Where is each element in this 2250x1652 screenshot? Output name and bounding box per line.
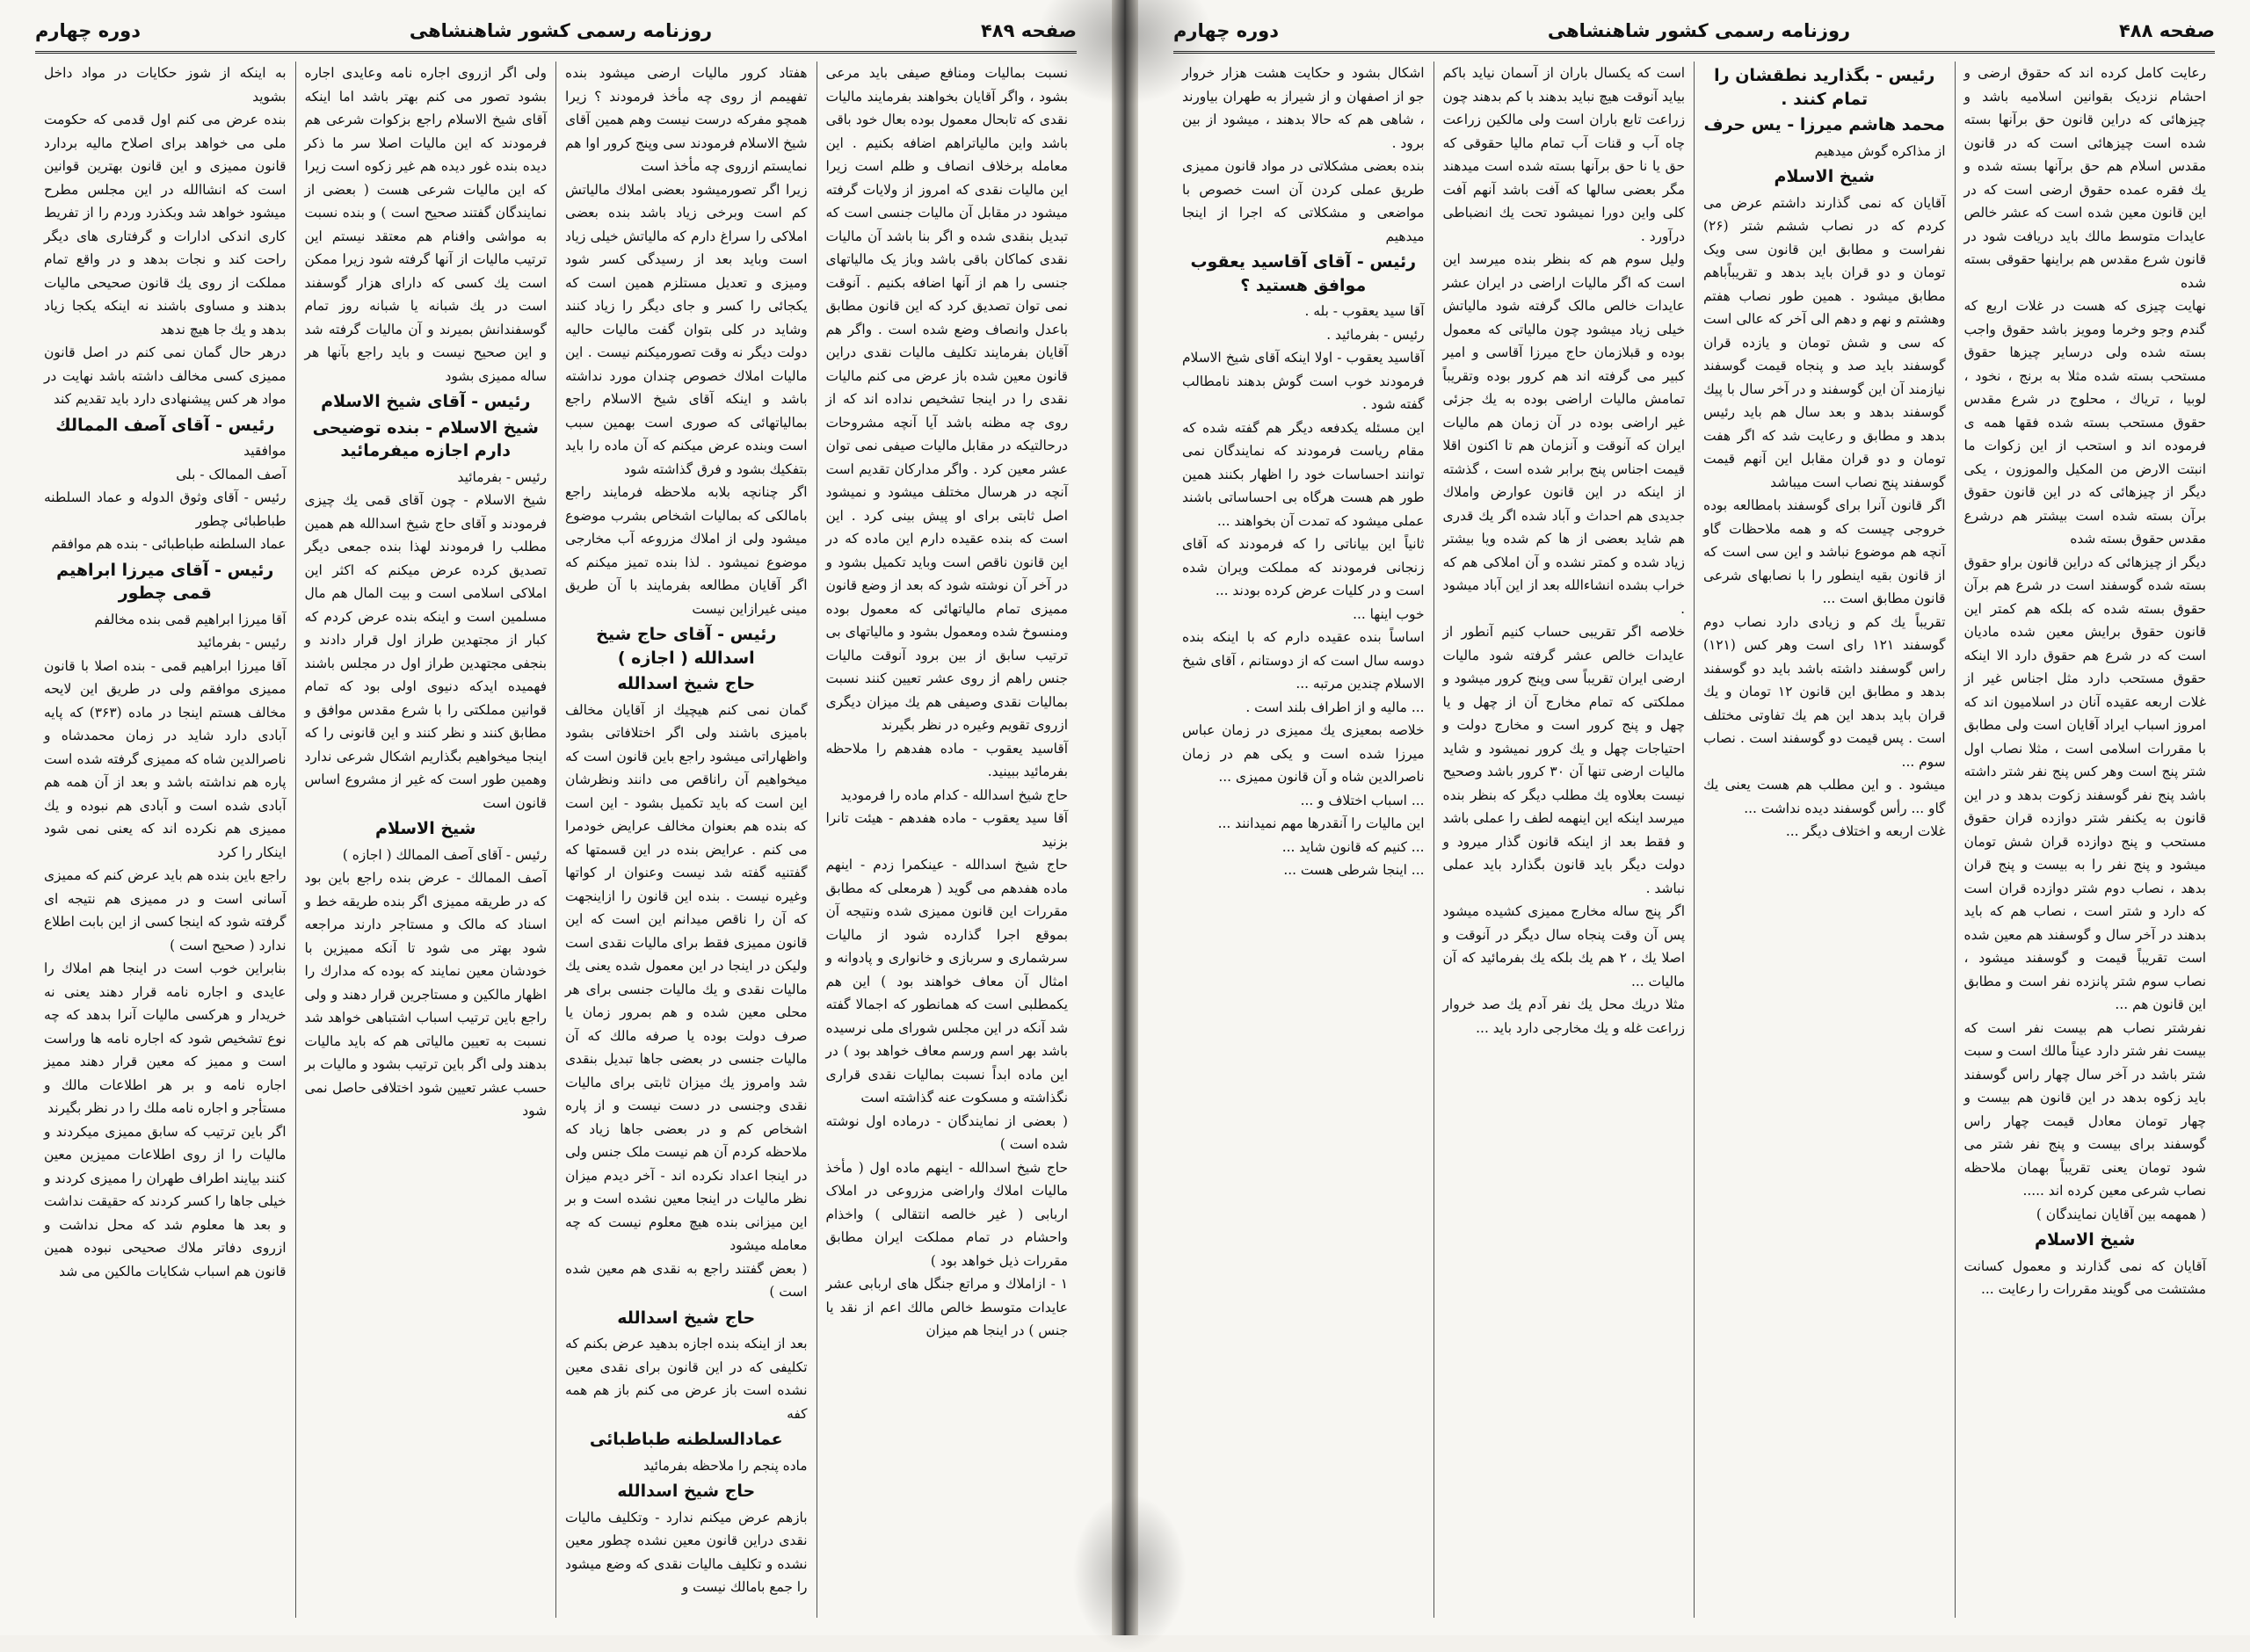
speaker-heading: رئیس - آقای حاج شیخ اسدالله ( اجازه ) bbox=[596, 625, 777, 668]
text-column bbox=[555, 62, 817, 1618]
paragraph: آقاسید یعقوب - ماده هفدهم را ملاحظه بفرمائید ببینید. bbox=[825, 740, 1068, 779]
header-rule bbox=[35, 51, 1077, 54]
paragraph: ماده پنجم را ملاحظه بفرمائید bbox=[642, 1457, 808, 1474]
speaker-heading: حاج شیخ اسدالله bbox=[617, 674, 756, 693]
paragraph: ... اینجا شرطی هست ... bbox=[1283, 862, 1425, 878]
text-column bbox=[1694, 62, 1955, 1618]
paragraph: خلاصه بمعیزی یك ممیزی در زمان عباس میرزا شده است و یکی هم در زمان ناصرالدین شاه و آن قانون ممیزی ... bbox=[1182, 722, 1425, 785]
speaker-heading: محمد هاشم میرزا - یس حرف bbox=[1703, 115, 1945, 134]
text-column bbox=[295, 62, 556, 1618]
paragraph: ( بعضی از نمایندگان - درماده اول نوشته شده است ) bbox=[825, 1112, 1068, 1152]
paragraph: اشکال بشود و حکایت هشت هزار خروار جو از اصفهان و از شیراز به طهران بیاورند ، شاهی هم که حالا بدهند ، میشود از بین برود . bbox=[1182, 65, 1425, 151]
speaker-heading: رئیس - آقای آصف الممالك bbox=[55, 415, 275, 435]
paragraph: آقا میرزا ابراهیم قمی بنده مخالفم bbox=[94, 611, 287, 627]
paragraph: به اینکه از شوز حکایات در مواد داخل بشوید bbox=[44, 65, 287, 105]
paragraph: رئیس - بفرمائید . bbox=[1326, 326, 1425, 343]
header-rule bbox=[1173, 51, 2215, 54]
paragraph: این مسئله یکدفعه دیگر هم گفته شده که مقام ریاست فرمودند که نمایندگان نمی توانند احساسات خود را اظهار بکنند همین طور هم هست هرگاه بی احساساتی باشند عملی میشود که تمدت آن بخواهند ... bbox=[1182, 419, 1425, 529]
paragraph: آصف الممالک - بلی bbox=[176, 466, 287, 482]
paragraph: خوب اینها ... bbox=[1353, 605, 1425, 622]
paragraph: آقا میرزا ابراهیم قمی - بنده اصلا با قانون ممیزی موافقم ولی در طریق این لایحه مخالف هستم اینجا در ماده (۳۶۳) که پایه آبادی دارد شاید در زمان محمدشاه و ناصرالدین شاه که ممیزی گرفته شده است پاره هم نداشته باشد و بعد از آن همه هم آبادی شده است و آبادی هم نبوده و یك ممیزی هم نکرده اند که یعنی نمی شود اینکار را کرد bbox=[44, 657, 287, 860]
volume-label: دوره چهارم bbox=[1173, 20, 1280, 41]
paragraph: رئیس - آقای وثوق الدوله و عماد السلطنه طباطبائی چطور bbox=[44, 489, 287, 529]
paragraph: موافقید bbox=[243, 443, 287, 459]
paragraph: رئیس - بفرمائید bbox=[457, 468, 547, 485]
text-columns bbox=[35, 62, 1077, 1618]
paragraph: رئیس - آقای آصف الممالك ( اجازه ) bbox=[342, 846, 547, 863]
paragraph: ( همهمه بین آقایان نمایندگان ) bbox=[2036, 1206, 2206, 1222]
volume-label: دوره چهارم bbox=[35, 20, 142, 41]
paragraph: مثلا دریك محل یك نفر آدم یك صد خروار زراعت غله و یك مخارجی دارد باید ... bbox=[1442, 996, 1685, 1036]
text-column bbox=[1955, 62, 2216, 1618]
paragraph: خلاصه اگر تقریبی حساب کنیم آنطور از عایدات خالص عشر گرفته شود مالیات ارضی ایران تقریباً سی وپنج کرور میشود و مملکتی که تمام مخارج آن از چهل و یا چهل و پنج کرور است و مخارج دولت و احتیاجات چهل و یك کرور نمیشود و شاید مالیات ارضی تنها آن ۳۰ کرور باشد وصحیح نیست بعلاوه یك مطلب دیگر که بنظر بنده میرسد اینکه این اینهمه لطف را عملی باشد و فقط بعد از اینکه قانون گذار میرود و دولت دیگر باید قانون بگذارد باید عملی نباشد . bbox=[1442, 624, 1685, 896]
paragraph: بنده بعضی مشکلاتی در مواد قانون ممیزی طریق عملی کردن آن است خصوص با مواضعی و مشکلاتی که اجرا از اینجا میدهیم bbox=[1182, 158, 1425, 244]
paragraph: بازهم عرض میکنم ندارد - وتکلیف مالیات نقدی دراین قانون معین نشده چطور معین نشده و تکلیف مالیات نقدی که وضع میشود را جمع بامالك نیست و bbox=[565, 1509, 808, 1595]
text-column bbox=[35, 62, 295, 1618]
paragraph: حاج شیخ اسدالله - عینکمرا زدم - اینهم ماده هفدهم می گوید ( هرمعلی که مطابق مقررات این قانون ممیزی شده ونتیجه آن بموقع اجرا گذارده شود از مالیات سرشماری و سربازی و خانواری و پادوانه و امثال آن معاف خواهند بود ) این هم یکمطلبی است که همانطور که اجمالا گفته شد آنکه در این مجلس شورای ملی نرسیده باشد بهر اسم ورسم معاف خواهد بود ) در این ماده ابداً نسبت بمالیات نقدی قراری نگذاشته و مسکوت عنه گذاشته است bbox=[825, 857, 1068, 1105]
paragraph: آقایان که نمی گذارند داشتم عرض می کردم که در نصاب ششم شتر (۲۶) نفراست و مطابق این قانون سی ویک تومان و دو قران باید بدهد و تقریباًباهم مطابق میشود . همین طور نصاب هفتم وهشتم و نهم و دهم الی آخر که عالی است که سی و شش تومان و یازده قران گوسفند باید صد و پنجاه قیمت گوسفند نیازمند آن این گوسفند و در آخر سال با پیك گوسفند بدهد و بعد سال هم باید رئیس بدهد و مطابق و رعایت شد که اگر هفت تومان و دو قران مقابل این آنهم قیمت گوسفند پنج نصاب است میباشد bbox=[1703, 194, 1946, 490]
paragraph: است که یکسال باران از آسمان نیاید باکم بیاید آنوقت هیچ نباید بدهند با کم بدهند چون زراعت تابع باران است ولی مالکین زراعت چاه آب و قنات آب تمام مالیا حقوقی که حق یا نا حق برآنها بسته شده است میدهند مگر بعضی سالها که آفت باشد آنهم آفت کلی واین دورا نمیشود تحت یك انضباطی درآورد . bbox=[1442, 65, 1685, 244]
paragraph: این مالیات را آنقدرها مهم نمیدانند ... bbox=[1217, 815, 1425, 831]
speaker-heading: رئیس - آقای شیخ الاسلام bbox=[321, 392, 531, 411]
paragraph: هفتاد کرور مالیات ارضی میشود بنده تفهیمم از روی چه مأخذ فرمودند ؟ زیرا همچو مفرکه درست نیست وهم همین آقای شیخ الاسلام فرمودند سی وپنج کرور اوا هم نمایستم ازروی چه مأخذ است bbox=[565, 65, 808, 174]
paragraph: آقا سید یعقوب - ماده هفدهم - هیئت تانرا بزنید bbox=[825, 810, 1068, 850]
page-number: صفحه ۴۸۹ bbox=[980, 20, 1077, 41]
paragraph: آقاسید یعقوب - اولا اینکه آقای شیخ الاسلام فرمودند خوب است گوش بدهند نامطالب گفته شود . bbox=[1182, 350, 1425, 412]
ink-stain bbox=[1072, 1494, 1187, 1652]
paragraph: از مذاکره گوش میدهیم bbox=[1814, 142, 1946, 159]
paragraph: اگر چنانچه بلابه ملاحظه فرمایند راجع بامالکی که بمالیات اشخاص بشرب موضوع میشود ولی از املاك مزروعه آب مخارجی موضوع نمیشود . لذا بنده تمیز میکنم که اگر آقایان مطالعه بفرمایند با آن طریق مینی غیرازاین نیست bbox=[565, 484, 808, 617]
paragraph: زیرا اگر تصورمیشود بعضی املاك مالیاتش کم است وبرخی زیاد باشد بنده بعضی املاکی را سراغ دارم که مالیاتش خیلی زیاد است وباید بعد از رسیدگی کسر شود ومیزی و تعدیل مستلزم همین است که یکجائی را کسر و جای دیگر را زیاد کنند وشاید در کلی بتوان گفت مالیات حالیه دولت دیگر نه وقت تصورمیکنم نیست . این مالیات املاك خصوص چندان مورد نداشته باشد و اینکه آقای شیخ الاسلام راجع بمالیاتهائی که صوری است بهمین سبب است وبنده عرض میکنم که آن ماده را باید بتفکیك بشود و فرق گذاشته شود bbox=[565, 181, 808, 477]
paragraph: نسبت بمالیات ومنافع صیفی باید مرعی بشود ، واگر آقایان بخواهند بفرمایند مالیات نقدی که تابحال معمول بوده بعال خود باقی باشد واین مالیاتراهم اضافه بکنیم . این معامله برخلاف انصاف و ظلم است زیرا این مالیات نقدی که امروز از ولایات گرفته میشود در مقابل آن مالیات جنسی است که تبدیل بنقدی شده و اگر بنا باشد آن مالیات نقدی کماکان باقی باشد وباز یک مالیاتهای جنسی را هم از آنها اضافه بکنیم . آنوقت نمی توان تصدیق کرد که این قانون مطابق باعدل وانصاف وضع شده است . واگر هم آقایان بفرمایند تکلیف مالیات نقدی دراین قانون معین شده باز عرض می کنم مالیات نقدی را در اینجا تشخیص نداده اند که از روی چه مظنه باشد آیا آنچه مشروحات درحالتیکه در مقابل مالیات صیفی نمی توان عشر معین کرد . واگر مداركان تقدیم است آنچه در هرسال مختلف میشود و نمیشود اصل ثابتی برای او پیش بینی کرد . این است که بنده عقیده دارم این ماده که در این قانون ناقص است وباید تکمیل بشود و در آخر آن نوشته شود که بعد از وضع قانون ممیزی تمام مالیاتهائی که معمول بوده ومنسوخ شده ومعمول بشود و مالیاتهای بی ترتیب سابق از بین برود آنوقت مالیات جنس راهم از روی عشر تعیین کنند نسبت بمالیات نقدی وصیفی هم یك میزان دیگری ازروی تقویم وغیره در نظر بگیرند bbox=[825, 65, 1068, 733]
paragraph: اساساً بنده عقیده دارم که با اینکه بنده دوسه سال است که از دوستانم ، آقای شیخ الاسلام چندین مرتبه ... bbox=[1182, 629, 1425, 692]
speaker-heading: رئیس - بگذارید نطقشان را تمام کنند . bbox=[1714, 66, 1935, 109]
paragraph: ۱ - ازاملاك و مراتع جنگل های اربابی عشر عایدات متوسط خالص مالك اعم از نقد یا جنس ) در اینجا هم میزان bbox=[825, 1276, 1068, 1338]
paragraph: غلات اربعه و اختلاف دیگر ... bbox=[1785, 823, 1946, 839]
paragraph: نفرشتر نصاب هم بیست نفر است که بیست نفر شتر دارد عیناً مالك است و سبت شتر باشد در آخر سال چهار راس گوسفند باید زکوه بدهد در این قانون هم بیست و چهار تومان معادل قیمت چهار راس گوسفند برای بیست و پنج نفر شتر می شود تومان یعنی تقریباً بهمان ملاحظه نصاب شرعی معین کرده اند ..... bbox=[1963, 1019, 2206, 1199]
paragraph: ولیل سوم هم که بنظر بنده میرسد این است که اگر مالیات اراضی در ایران عشر عایدات خالص مالک گرفته شود مالیاتش خیلی زیاد میشود چون مالیاتی که معمول بوده و قبلازمان حاج میرزا آقاسی و امیر کبیر می گرفته اند هم کرور بوده وتقریباً تمامش مالیات اراضی بوده به یك جزئی غیر اراضی بوده در آن زمان هم مالیات ایران که آنوقت و آنزمان هم تا اکنون اقلا قیمت اجناس پنج برابر شده است ، گذشته از اینکه در این قانون عوارض واملاك جدیدی هم احداث و آباد شده اگر یك قدری هم شاید بعضی از ها کم شده ویا بیشتر زیاد شده و کمتر نشده و آن املاکی هم که خراب بشده انشاءالله بعد از این آباد میشود . bbox=[1442, 251, 1685, 617]
binding-gutter bbox=[1112, 0, 1138, 1635]
paragraph: ( بعض گفتند راجع به نقدی هم معین شده است ) bbox=[565, 1260, 808, 1300]
paragraph: راجع باین بنده هم باید عرض کنم که ممیزی آسانی است و در ممیزی هم نتیجه ای گرفته شود که اینجا کسی از این بابت اطلاع ندارد ( صحیح است ) bbox=[44, 867, 287, 953]
page-number: صفحه ۴۸۸ bbox=[2118, 20, 2215, 41]
paragraph: آقا سید یعقوب - بله . bbox=[1304, 303, 1425, 319]
paragraph: تقریباً یك کم و زیادی دارد نصاب دوم گوسفند ۱۲۱ رای است وهر کس (۱۲۱) راس گوسفند داشته باشد باید دو گوسفند بدهد و مطابق این قانون ۱۲ تومان و یك قران باید بدهد این هم یك تفاوتی مختلف است . پس قیمت دو گوسفند است . نصاب سوم ... bbox=[1703, 613, 1946, 770]
paragraph: ثانیاً این بیاناتی را که فرمودند که آقای زنجانی فرمودند که مملکت ویران شده است و در کلیات عرض کرده بودند ... bbox=[1182, 536, 1425, 598]
paragraph: گمان نمی کنم هیچیك از آقایان مخالف بامیزی باشند ولی اگر اختلافاتی بشود واظهاراتی میشود راجع باین قانون است که میخواهیم آن راناقص می دانند ونظرشان این است که باید تکمیل بشود - این است که بنده هم بعنوان مخالف عرایض خودمرا می کنم . عرایض بنده در این قسمتها که گفتنیه گفته شد نیست وعنوان ار کواتها وغیره نیست . بنده این قانون را ازاینجهت که آن را ناقص میدانم این است که این قانون ممیزی فقط برای مالیات نقدی است ولیکن در اینجا در این معمول شده یعنی یك مالیات نقدی و یك مالیات جنسی برای هر محلی معین شده و هم بمرور زمان یا صرف دولت بوده یا صرفه مالك که آن مالیات جنسی در بعضی جاها تبدیل بنقدی شد وامروز یك میزان ثابتی برای مالیات نقدی وجنسی در دست نیست و از پاره اشخاص کم و در بعضی جاها زیاد که ملاحظه کردم آن هم نیست ملک جنس ولی در اینجا اعداد نکرده اند - آخر دیدم میزان نظر مالیات در اینجا معین نشده است و بر این میزانی بنده هیچ معلوم نیست که چه معامله میشود bbox=[565, 701, 808, 1253]
paragraph: ... اسباب اختلاف و ... bbox=[1300, 792, 1425, 808]
text-columns bbox=[1173, 62, 2215, 1618]
paragraph: اگر قانون آنرا برای گوسفند بامطالعه بوده خروجی چیست که و همه ملاحظات گاو آنچه هم موضوع نباشد و این سی است که از قانون بقیه اینطور را با نصابهای شرعی قانون مطابق است ... bbox=[1703, 497, 1946, 606]
paragraph: میشود . و این مطلب هم هست یعنی یك گاو ... رأس گوسفند دیده نداشت ... bbox=[1703, 777, 1946, 816]
paragraph: ... مالیه و از اطراف بلند است . bbox=[1245, 699, 1425, 715]
paragraph: بنده عرض می کنم اول قدمی که حکومت ملی می خواهد برای اصلاح مالیه بردارد قانون ممیزی و این قانون بهترین قوانین است که انشاالله در این مجلس مطرح میشود خواهد شد وبکذرد وردم را از تفریط کاری اندکی ادارات و گرفتاری های دیگر راحت کند و نجات بدهد و در واقع تمام مملکت از روی یك قانون صحیحی مالیات بدهند و مساوی باشند نه اینکه یکجا زیاد بدهد و یك جا هیچ ندهد bbox=[44, 112, 287, 337]
paragraph: دیگر از چیزهائی که دراین قانون براو حقوق بسته شده گوسفند است در شرع هم برآن حقوق بسته شده که بلکه هم کمتر این قانون حقوق برایش معین شده مادیان است که در شرع هم حقوق دارد الا اینکه حقوق مستحب دارد مثل اجناس غیر از غلات اربعه عقیده آنان در اسلامیون اند که امروز اسباب ایراد آقایان است ولی مطابق با مقررات اسلامی است ، مثلا نصاب اول شتر پنج است وهر کس پنج نفر شتر داشته باشد پنج نفر گوسفند زکوت بدهد و در این قانون به یکنفر شتر دوازده قران حقوق مستحب و پنج دوازده قران شش تومان میشود و پنج نفر را به بیست و پنج قران بدهد ، نصاب دوم شتر دوازده قران است که دارد و شتر است ، نصاب هم که باید بدهند در آخر سال و گوسفند هم معین شده است تقریباً قیمت و گوسفند میشود ، نصاب سوم شتر پانزده نفر است و مطابق این قانون هم ... bbox=[1963, 554, 2206, 1012]
speaker-heading: عمادالسلطنه طباطبائی bbox=[589, 1430, 783, 1449]
page-header bbox=[35, 16, 1077, 46]
page-489 bbox=[0, 0, 1112, 1635]
page-488 bbox=[1138, 0, 2250, 1635]
paragraph: نهایت چیزی که هست در غلات اربع که گندم وجو وخرما ومویز باشد حقوق واجب بسته شده ولی درسایر چیزها حقوق مستحب بسته شده مثلا به برنج ، نخود ، لوبیا ، ترياك ، محلوج در شرع مقدس حقوق مستحب بسته شده فقها همه ی فرموده اند و استحب از این زکوات ما انبتت الارض من المکیل والموزون ، یکی دیگر از چیزهائی که در این قانون حقوق برآن بسته شده است بیشتر هم درشرع مقدس حقوق بسته شده bbox=[1963, 298, 2206, 547]
speaker-heading: شیخ الاسلام - بنده توضیحی دارم اجازه میفرمائید bbox=[312, 417, 539, 460]
paragraph: رعایت کامل کرده اند که حقوق ارضی و احشام نزدیک بقوانین اسلامیه باشد و چیزهائی که دراین قانون حق برآنها بسته شده است چیزهائی است که در قانون مقدس اسلام هم حق برآنها بسته شده و یك فقره عمده حقوق ارضی است که در این قانون معین شده است که عشر خالص عایدات متوسط مالك باید دریافت شود در قانون شرع مقدس هم براینها حقوقی بسته شده bbox=[1963, 65, 2206, 291]
speaker-heading: شیخ الاسلام bbox=[375, 819, 476, 838]
speaker-heading: حاج شیخ اسدالله bbox=[617, 1308, 756, 1328]
speaker-heading: رئیس - آقای آقاسید یعقوب موافق هستید ؟ bbox=[1190, 252, 1417, 295]
paragraph: بنابراین خوب است در اینجا هم املاك را عایدی و اجاره نامه قرار دهند یعنی نه خریدار و هرکسی مالیات آنرا بدهد که چه نوع تشخیص شود که اجاره نامه ها وراست است و ممیز که معین قرار دهند ممیز اجاره نامه و بر هر اطلاعات مالك و مستأجر و اجاره نامه ملك را در نظر بگیرند bbox=[44, 960, 287, 1116]
newspaper-title: روزنامه رسمی کشور شاهنشاهی bbox=[409, 20, 713, 41]
paragraph: حاج شیخ اسدالله - کدام ماده را فرمودید bbox=[840, 786, 1068, 803]
paragraph: عماد السلطنه طباطبائی - بنده هم موافقم bbox=[51, 536, 287, 552]
paragraph: آصف الممالك - عرض بنده راجع باین بود که در طریقه ممیزی اگر بنده طریقه خط و اسناد که مالک و مستاجر دارند مراجعه شود بهتر می شود تا آنکه ممیزین با خودشان معین نمایند که بوده که مدارك را اظهار مالکین و مستاجرین قرار دهند و ولی راجع باین ترتیب اسباب اشتباهی خواهد شد نسبت به تعیین مالیاتی هم که باید مالیات بدهند ولی اگر باين ترتیب بشود و مالیات بر حسب عشر تعیین شود اختلافی حاصل نمی شود bbox=[304, 870, 547, 1119]
paragraph: بعد از اینکه بنده اجازه بدهید عرض بکنم که تکلیفی که در این قانون برای نقدی معین نشده است باز عرض می کنم باز هم همه کفه bbox=[565, 1336, 808, 1422]
paragraph: درهر حال گمان نمی کنم در اصل قانون ممیزی کسی مخالف داشته باشد نهایت در مواد هر کس پیشنهادی دارد باید تقدیم کند bbox=[44, 344, 287, 407]
paragraph: رئیس - بفرمائید bbox=[197, 634, 287, 650]
paragraph: اگر پنج ساله مخارج ممیزی کشیده میشود پس آن وقت پنجاه سال دیگر در آنوقت و اصلا یك ، ۲ هم یك بلکه یك بفرمائید که آن مالیات ... bbox=[1442, 903, 1685, 989]
paragraph: ولی اگر ازروی اجاره نامه وعایدی اجاره بشود تصور می کنم بهتر باشد اما اینکه آقای شیخ الاسلام راجع بزکوات شرعی هم فرمودند که این مالیات اصلا سر ما ذکر دیده بنده غور دیده هم غیر زکوه است زیرا که این مالیات شرعی هست ( بعضی از نمایندگان گفتند صحیح است ) و بنده نسبت به مواشی وافنام هم معتقد نیستم این ترتیب مالیات از آنها گرفته شود زیرا ممکن است یك کسی که دارای هزار گوسفند است در یك شبانه یا شبانه روز تمام گوسفندانش بمیرند و آن مالیات گرفته شد و این صحیح نیست و باید راجع بآنها هر ساله ممیزی بشود bbox=[304, 65, 547, 384]
paragraph: شیخ الاسلام - چون آقای قمی یك چیزی فرمودند و آقای حاج شیخ اسدالله هم همین مطلب را فرمودند لهذا بنده جمعی دیگر تصدیق کرده عرض میکنم که اکثر این املاکی اسلامی است و بیت المال هم مال مسلمین است و اینکه بنده عرض کردم که کبار از مجتهدین طراز اول قرار دادند و بنجفی مجتهدین طراز اول در مجلس باشند فهمیده ایدکه دنیوی اولی بود که تمام قوانین مملکتی را با شرع مقدس موافق و مطابق کنند و نظر کنند و این قانونی را که اینجا میخواهیم بگذاریم اشکال شرعی ندارد وهمین طور است که غیر از مشروع اساس قانون است bbox=[304, 492, 547, 811]
newspaper-title: روزنامه رسمی کشور شاهنشاهی bbox=[1547, 20, 1851, 41]
speaker-heading: رئیس - آقای میرزا ابراهیم قمی چطور bbox=[56, 560, 274, 603]
text-column bbox=[1433, 62, 1695, 1618]
paragraph: آقایان که نمی گذارند و معمول کسانت مشتشت می گویند مقررات را رعایت ... bbox=[1963, 1257, 2206, 1297]
speaker-heading: شیخ الاسلام bbox=[2035, 1230, 2136, 1250]
speaker-heading: حاج شیخ اسدالله bbox=[617, 1482, 756, 1501]
text-column bbox=[817, 62, 1078, 1618]
page-header bbox=[1173, 16, 2215, 46]
speaker-heading: شیخ الاسلام bbox=[1774, 167, 1875, 186]
paragraph: اگر باین ترتیب که سابق ممیزی میکردند و مالیات را از روی اطلاعات ممیزین معین کنند بیایند اطراف طهران را ممیزی کردند و خیلی جاها را کسر کردند که حقیقت نداشت و بعد ها معلوم شد که محل نداشت و ازروی دفاتر ملاك صحیحی نبوده همین قانون هم اسباب شکایات مالکین می شد bbox=[44, 1123, 287, 1279]
paragraph: ... کنیم که قانون شاید ... bbox=[1281, 838, 1425, 855]
paragraph: حاج شیخ اسدالله - اینهم ماده اول ( مأخذ مالیات املاك واراضی مزروعی در املاک اربابی ( غیر خالصه انتقالی ) واخذام واحشام در تمام مملکت ایران مطابق مقررات ذیل خواهد بود ) bbox=[825, 1159, 1068, 1269]
text-column bbox=[1173, 62, 1433, 1618]
